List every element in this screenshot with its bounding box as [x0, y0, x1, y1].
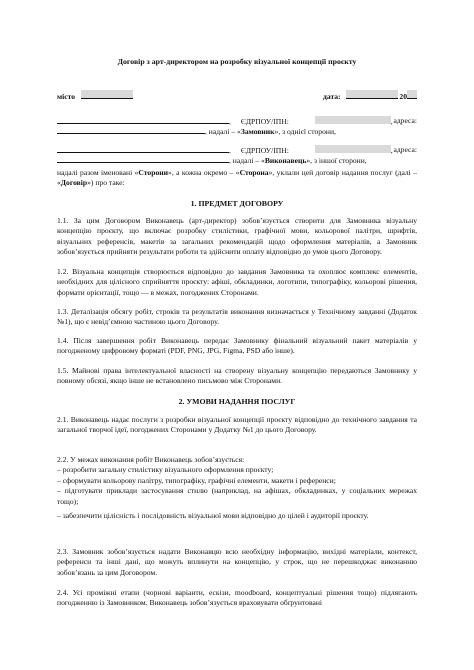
section2-p2-intro: 2.2. У межах виконання робіт Виконавець зобов’язується:	[57, 455, 245, 464]
city-label: місто	[57, 92, 76, 101]
party2-text-a: , надалі – «	[229, 156, 265, 165]
contractor-bold: Виконавець	[264, 156, 307, 165]
party2-address-field[interactable]	[57, 155, 229, 163]
intro-party: Сторона	[239, 168, 269, 177]
party2-edrpou-label: ЄДРПОУ/ІПН:	[240, 146, 289, 155]
city-field[interactable]	[81, 90, 133, 99]
intro-contract: Договір	[60, 178, 88, 188]
list-item: – сформувати кольорову палітру, типографіку, графічні елементи, макети і референси;	[57, 475, 336, 485]
section2-p1: 2.1. Виконавець надає послуги з розробки візуальної концепції проєкту відповідно до технічного завдання та загальної творчої ідеї, погоджених Сторонами у Додатку №1 до цього Договору.	[57, 415, 417, 435]
section1-p5: 1.5. Майнові права інтелектуальної власності на створену візуальну концепцію передаються Замовнику у повному обсязі, якщо інше не встановлено письмово між Сторонами.	[57, 366, 417, 386]
party1-row2	[57, 126, 417, 137]
section2-p2	[57, 455, 417, 521]
party1-text-a: , надалі – «	[205, 127, 241, 136]
party2-edrpou-field[interactable]	[315, 145, 391, 153]
party2-address-label: адреса:	[393, 145, 417, 154]
party1-name-field[interactable]	[57, 116, 229, 124]
intro-parties: Сторони	[138, 168, 169, 177]
customer-bold: Замовник	[240, 127, 275, 136]
party1-address-field[interactable]	[57, 126, 205, 134]
list-item: – розробити загальну стилістику візуального оформлення проєкту;	[57, 465, 274, 475]
list-item: – забезпечити цілісність і послідовність візуальної мови відповідно до цілей і аудиторії проєкту.	[57, 511, 369, 521]
city-date-row	[57, 90, 417, 102]
document-title: Договір з арт-директором на розробку візуальної концепції проєкту	[117, 57, 357, 66]
section1-p2: 1.2. Візуальна концепція створюється відповідно до завдання Замовника та охоплює комплекс елементів, необхідних для цілісного сприйняття проєкту: афіші, обкладинки, логотипи, типографіку, кольорові рішення, формати орієнтації, тощо — в межах, погоджених Сторонами.	[57, 267, 417, 297]
section1-heading: 1. ПРЕДМЕТ ДОГОВОРУ	[190, 199, 284, 208]
intro-c: », уклали цей договір надання послуг (далі – «	[57, 168, 417, 188]
year-prefix: 20	[399, 92, 407, 101]
year-field[interactable]	[407, 90, 417, 99]
party1-edrpou-label: ЄДРПОУ/ІПН:	[240, 117, 289, 126]
intro-d: ») про таке:	[87, 178, 125, 188]
date-block	[323, 90, 417, 102]
section1-p1: 1.1. За цим Договором Виконавець (арт-директор) зобов’язується створити для Замовника візуальну концепцію проєкту, що включає розробку стилістики, графічної мови, кольорової палітри, шрифтів, візуальних референсів, макетів за загальних рекомендацій щодо оформлення матеріалів, а Замовник зобов’язується прийняти результати роботи та здійснити оплату відповідно до умов цього Договору.	[57, 216, 417, 257]
intro-a: надалі разом іменовані «	[57, 168, 139, 177]
list-item: – підготувати приклади застосування стилю (наприклад, на афішах, обкладинках, у соціальних мережах тощо);	[57, 486, 417, 506]
section2-p3: 2.3. Замовник зобов’язується надати Виконавцю всю необхідну інформацію, вихідні матеріали, контекст, референси та інші дані, що можуть вплинути на концепцію, у строк, що не перешкоджає виконанню зобов’язань за цим Договором.	[57, 547, 417, 577]
intro-paragraph	[57, 168, 417, 189]
date-field[interactable]	[346, 90, 398, 99]
section2-heading: 2. УМОВИ НАДАННЯ ПОСЛУГ	[178, 397, 296, 406]
party1-row1: , ЄДРПОУ/ІПН: , адреса:	[57, 116, 417, 127]
party1-edrpou-field[interactable]	[315, 116, 391, 124]
party2-name-field[interactable]	[57, 145, 229, 153]
section2-p4: 2.4. Усі проміжні етапи (чорнові варіанти, ескізи, moodboard, концептуальні рішення тощо) підлягають погодженню із Замовником. Виконавець зобов’язується враховувати обґрунтовані	[57, 588, 417, 608]
party1-address-label: адреса:	[393, 116, 417, 125]
party1-text-b: », з однієї сторони,	[274, 127, 336, 136]
party2-text-b: », з іншої сторони,	[306, 156, 367, 165]
section1-p3: 1.3. Деталізація обсягу робіт, строків та результатів виконання визначається у Технічному завданні (Додаток №1), що є невід’ємною частиною цього Договору.	[57, 307, 417, 327]
section1-p4: 1.4. Після завершення робіт Виконавець передає Замовнику фінальний візуальний пакет матеріалів у погодженому цифровому форматі (PDF, PNG, JPG, Figma, PSD або інше).	[57, 336, 417, 356]
intro-b: », а кожна окремо – «	[168, 168, 240, 177]
party2-row1: , ЄДРПОУ/ІПН: , адреса:	[57, 145, 417, 156]
date-label: дата:	[323, 92, 341, 101]
party2-row2	[57, 155, 417, 166]
